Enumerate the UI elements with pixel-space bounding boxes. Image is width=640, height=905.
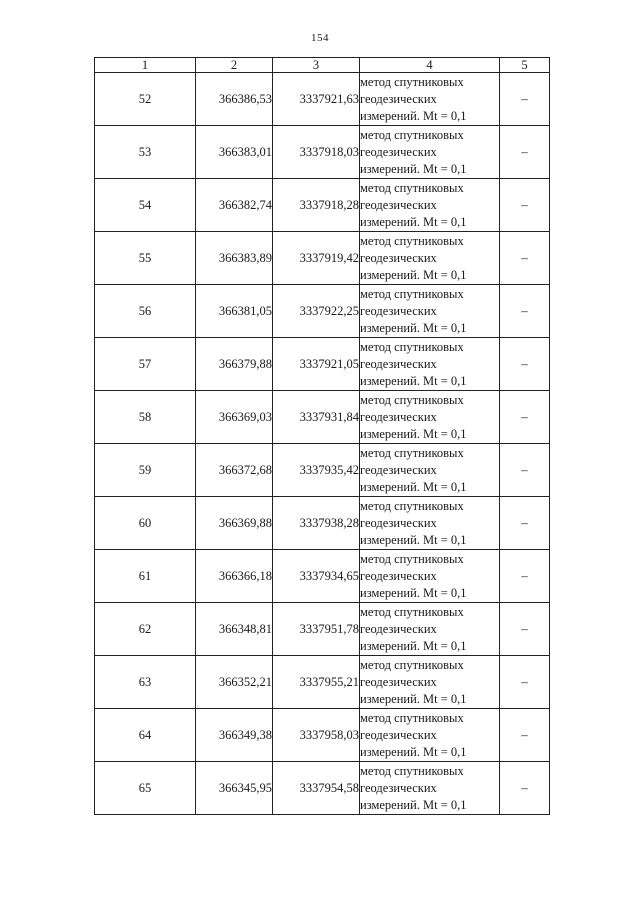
table-row (95, 179, 550, 232)
method-line: измерений. Mt = 0,1 (360, 532, 467, 547)
point-number-cell: 53 (95, 126, 196, 179)
method-cell (360, 444, 500, 497)
method-line: геодезических (360, 568, 437, 583)
note-cell (500, 762, 550, 815)
x-coordinate-cell: 366382,74 (196, 179, 273, 232)
method-cell (360, 391, 500, 444)
table-row (95, 285, 550, 338)
note-dash: – (521, 409, 528, 424)
method-cell (360, 550, 500, 603)
method-line: метод спутниковых (360, 763, 464, 778)
table-row (95, 338, 550, 391)
note-cell (500, 73, 550, 126)
method-line: метод спутниковых (360, 339, 464, 354)
note-dash: – (521, 356, 528, 371)
note-cell (500, 232, 550, 285)
method-line: геодезических (360, 409, 437, 424)
note-cell (500, 444, 550, 497)
y-coordinate-cell: 3337921,63 (273, 73, 360, 126)
point-number-cell: 64 (95, 709, 196, 762)
method-line: измерений. Mt = 0,1 (360, 320, 467, 335)
x-coordinate-cell: 366345,95 (196, 762, 273, 815)
method-line: метод спутниковых (360, 74, 464, 89)
method-line: измерений. Mt = 0,1 (360, 214, 467, 229)
note-dash: – (521, 91, 528, 106)
method-cell (360, 338, 500, 391)
y-coordinate-cell: 3337955,21 (273, 656, 360, 709)
note-cell (500, 603, 550, 656)
method-line: метод спутниковых (360, 551, 464, 566)
x-coordinate-cell: 366379,88 (196, 338, 273, 391)
note-cell (500, 285, 550, 338)
header-cell-2: 2 (196, 58, 273, 73)
point-number-cell: 62 (95, 603, 196, 656)
table-row (95, 550, 550, 603)
note-dash: – (521, 727, 528, 742)
point-number-cell: 65 (95, 762, 196, 815)
note-cell (500, 126, 550, 179)
y-coordinate-cell: 3337922,25 (273, 285, 360, 338)
method-cell (360, 603, 500, 656)
point-number-cell: 58 (95, 391, 196, 444)
note-dash: – (521, 674, 528, 689)
note-cell (500, 338, 550, 391)
note-dash: – (521, 303, 528, 318)
table-row (95, 391, 550, 444)
x-coordinate-cell: 366386,53 (196, 73, 273, 126)
table-row (95, 709, 550, 762)
note-dash: – (521, 250, 528, 265)
x-coordinate-cell: 366372,68 (196, 444, 273, 497)
point-number-cell: 59 (95, 444, 196, 497)
header-cell-3: 3 (273, 58, 360, 73)
note-cell (500, 656, 550, 709)
method-line: измерений. Mt = 0,1 (360, 426, 467, 441)
note-dash: – (521, 462, 528, 477)
method-line: геодезических (360, 91, 437, 106)
method-cell (360, 762, 500, 815)
point-number-cell: 52 (95, 73, 196, 126)
x-coordinate-cell: 366366,18 (196, 550, 273, 603)
method-line: измерений. Mt = 0,1 (360, 585, 467, 600)
note-dash: – (521, 621, 528, 636)
method-cell (360, 656, 500, 709)
note-dash: – (521, 568, 528, 583)
method-line: геодезических (360, 197, 437, 212)
y-coordinate-cell: 3337938,28 (273, 497, 360, 550)
header-cell-5: 5 (500, 58, 550, 73)
method-line: геодезических (360, 144, 437, 159)
method-line: метод спутниковых (360, 657, 464, 672)
method-line: измерений. Mt = 0,1 (360, 744, 467, 759)
method-cell (360, 285, 500, 338)
method-line: геодезических (360, 356, 437, 371)
method-line: измерений. Mt = 0,1 (360, 161, 467, 176)
note-cell (500, 550, 550, 603)
method-line: метод спутниковых (360, 233, 464, 248)
x-coordinate-cell: 366349,38 (196, 709, 273, 762)
x-coordinate-cell: 366352,21 (196, 656, 273, 709)
method-cell (360, 497, 500, 550)
y-coordinate-cell: 3337954,58 (273, 762, 360, 815)
method-line: геодезических (360, 515, 437, 530)
method-cell (360, 232, 500, 285)
method-line: геодезических (360, 303, 437, 318)
method-cell (360, 126, 500, 179)
table-row (95, 497, 550, 550)
header-cell-4: 4 (360, 58, 500, 73)
point-number-cell: 60 (95, 497, 196, 550)
method-line: метод спутниковых (360, 392, 464, 407)
table-body (95, 73, 550, 815)
x-coordinate-cell: 366369,03 (196, 391, 273, 444)
point-number-cell: 57 (95, 338, 196, 391)
method-line: метод спутниковых (360, 498, 464, 513)
table-row (95, 73, 550, 126)
y-coordinate-cell: 3337919,42 (273, 232, 360, 285)
method-line: измерений. Mt = 0,1 (360, 108, 467, 123)
method-line: геодезических (360, 727, 437, 742)
method-line: метод спутниковых (360, 710, 464, 725)
note-dash: – (521, 780, 528, 795)
method-line: метод спутниковых (360, 127, 464, 142)
method-cell (360, 709, 500, 762)
note-dash: – (521, 197, 528, 212)
method-line: метод спутниковых (360, 286, 464, 301)
table-header (95, 58, 550, 73)
method-line: измерений. Mt = 0,1 (360, 267, 467, 282)
x-coordinate-cell: 366383,89 (196, 232, 273, 285)
method-cell (360, 73, 500, 126)
method-cell (360, 179, 500, 232)
page-number: 154 (311, 32, 329, 44)
method-line: измерений. Mt = 0,1 (360, 797, 467, 812)
coordinates-table (94, 57, 550, 815)
header-cell-1: 1 (95, 58, 196, 73)
table-row (95, 656, 550, 709)
y-coordinate-cell: 3337934,65 (273, 550, 360, 603)
method-line: геодезических (360, 621, 437, 636)
x-coordinate-cell: 366381,05 (196, 285, 273, 338)
point-number-cell: 61 (95, 550, 196, 603)
method-line: метод спутниковых (360, 445, 464, 460)
method-line: измерений. Mt = 0,1 (360, 479, 467, 494)
note-cell (500, 391, 550, 444)
point-number-cell: 63 (95, 656, 196, 709)
y-coordinate-cell: 3337935,42 (273, 444, 360, 497)
point-number-cell: 54 (95, 179, 196, 232)
y-coordinate-cell: 3337958,03 (273, 709, 360, 762)
table-row (95, 126, 550, 179)
method-line: измерений. Mt = 0,1 (360, 691, 467, 706)
note-cell (500, 497, 550, 550)
y-coordinate-cell: 3337951,78 (273, 603, 360, 656)
y-coordinate-cell: 3337921,05 (273, 338, 360, 391)
method-line: измерений. Mt = 0,1 (360, 373, 467, 388)
table-row (95, 762, 550, 815)
note-cell (500, 179, 550, 232)
table-row (95, 232, 550, 285)
method-line: метод спутниковых (360, 180, 464, 195)
note-dash: – (521, 144, 528, 159)
method-line: геодезических (360, 674, 437, 689)
note-cell (500, 709, 550, 762)
header-row (95, 58, 550, 73)
point-number-cell: 56 (95, 285, 196, 338)
x-coordinate-cell: 366369,88 (196, 497, 273, 550)
y-coordinate-cell: 3337918,03 (273, 126, 360, 179)
point-number-cell: 55 (95, 232, 196, 285)
method-line: геодезических (360, 250, 437, 265)
y-coordinate-cell: 3337918,28 (273, 179, 360, 232)
method-line: метод спутниковых (360, 604, 464, 619)
x-coordinate-cell: 366348,81 (196, 603, 273, 656)
y-coordinate-cell: 3337931,84 (273, 391, 360, 444)
method-line: геодезических (360, 462, 437, 477)
note-dash: – (521, 515, 528, 530)
method-line: геодезических (360, 780, 437, 795)
table-row (95, 603, 550, 656)
x-coordinate-cell: 366383,01 (196, 126, 273, 179)
table-row (95, 444, 550, 497)
method-line: измерений. Mt = 0,1 (360, 638, 467, 653)
